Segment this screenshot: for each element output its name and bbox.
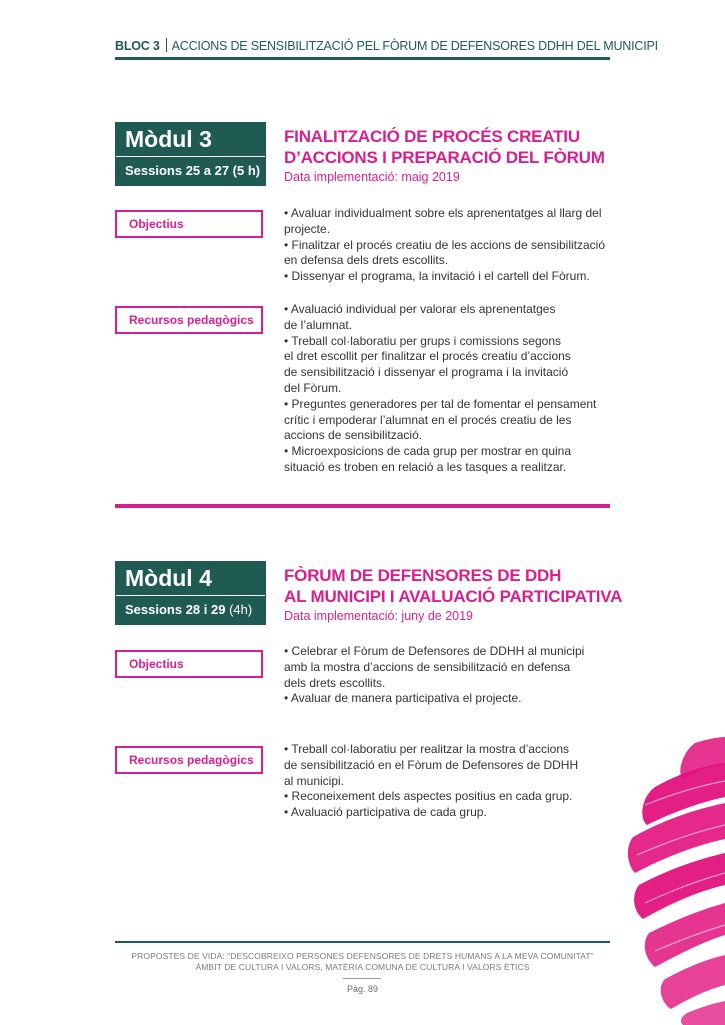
list-line: amb la mostra d’accions de sensibilització en defensa [284, 659, 571, 674]
section-divider [115, 504, 610, 508]
module-3-objectius-list [284, 206, 619, 285]
brush-stroke-decoration [625, 735, 725, 1025]
list-item [284, 269, 619, 285]
list-line: el dret escollit per finalitzar el procés creatiu d’accions [284, 349, 571, 364]
list-item [284, 691, 619, 707]
module-3-box [115, 122, 266, 186]
module-3-objectius-label: Objectius [115, 210, 263, 238]
header-title: ACCIONS DE SENSIBILITZACIÓ PEL FÒRUM DE DEFENSORES DDHH DEL MUNICIPI [171, 39, 658, 53]
list-item [284, 805, 619, 821]
module-3-recursos-label: Recursos pedagògics [115, 306, 263, 334]
page-number: Pàg. 89 [346, 984, 379, 994]
list-item [284, 397, 619, 444]
module-4-date: Data implementació: juny de 2019 [284, 609, 474, 623]
list-line: • Avaluar de manera participativa el projecte. [284, 691, 522, 706]
header-rule [115, 57, 610, 60]
list-item [284, 238, 619, 270]
running-header [115, 38, 658, 53]
list-line: • Treball col·laboratiu per grups i comissions segons [284, 333, 561, 348]
list-line: • Finalitzar el procés creatiu de les accions de sensibilització [284, 237, 606, 252]
module-4-title: Mòdul 4 [125, 565, 212, 591]
list-item [284, 334, 619, 397]
list-line: en defensa dels drets escollits. [284, 253, 449, 268]
header-separator [166, 38, 167, 52]
module-3-date: Data implementació: maig 2019 [284, 170, 460, 184]
list-line: dels drets escollits. [284, 675, 386, 690]
list-item [284, 206, 619, 238]
list-line: • Celebrar el Fòrum de Defensores de DDHH al municipi [284, 644, 585, 658]
list-line: • Microexposicions de cada grup per mostrar en quina [284, 444, 572, 459]
module-4-objectius-list [284, 644, 619, 707]
list-line: del Fòrum. [284, 380, 342, 395]
module-3-heading [284, 126, 605, 168]
footer-line-2: ÀMBIT DE CULTURA I VALORS, MATÈRIA COMUNA DE CULTURA I VALORS ÈTICS [195, 962, 530, 972]
module-4-box [115, 561, 266, 625]
list-line: • Avaluació individual per valorar els aprenentatges [284, 302, 556, 316]
list-line: de l’alumnat. [284, 317, 353, 332]
module-3-title: Mòdul 3 [125, 126, 212, 152]
page-number-rule [343, 978, 381, 979]
list-line: projecte. [284, 221, 331, 236]
footer-rule [115, 941, 610, 943]
list-item [284, 742, 619, 789]
list-line: accions de sensibilització. [284, 428, 423, 443]
list-line: • Reconeixement dels aspectes positius en cada grup. [284, 789, 573, 804]
module-4-sessions [115, 596, 266, 625]
list-line: • Preguntes generadores per tal de fomentar el pensament [284, 396, 597, 411]
module-3-heading-line1: FINALITZACIÓ DE PROCÉS CREATIU [284, 127, 580, 146]
list-line: situació es troben en relació a les tasques a realitzar. [284, 459, 567, 474]
module-4-sessions-bold: Sessions 28 i 29 [125, 602, 226, 617]
module-4-sessions-light: (4h) [225, 602, 253, 617]
list-line: • Dissenyar el programa, la invitació i el cartell del Fòrum. [284, 269, 590, 284]
list-line: • Avaluació participativa de cada grup. [284, 805, 487, 820]
list-item [284, 644, 619, 691]
module-3-recursos-list [284, 302, 619, 476]
footer-line-1: PROPOSTES DE VIDA: “DESCOBREIXO PERSONES DEFENSORES DE DRETS HUMANS A LA MEVA COMUNITAT” [131, 951, 594, 961]
module-3-sessions: Sessions 25 a 27 (5 h) [125, 163, 261, 178]
module-4-recursos-label: Recursos pedagògics [115, 746, 263, 774]
bloc-label: BLOC 3 [115, 39, 160, 53]
module-4-recursos-list [284, 742, 619, 821]
list-line: • Treball col·laboratiu per realitzar la mostra d’accions [284, 742, 569, 756]
list-item [284, 789, 619, 805]
module-4-heading [284, 565, 622, 607]
list-line: al municipi. [284, 773, 345, 788]
module-4-objectius-label: Objectius [115, 650, 263, 678]
list-line: crític i empoderar l’alumnat en el procés creatiu de les [284, 412, 572, 427]
module-3-heading-line2: D’ACCIONS I PREPARACIÓ DEL FÒRUM [284, 148, 605, 167]
list-item [284, 302, 619, 334]
list-item [284, 444, 619, 476]
module-4-heading-line2: AL MUNICIPI I AVALUACIÓ PARTICIPATIVA [284, 587, 623, 606]
list-line: de sensibilització en el Fòrum de Defensores de DDHH [284, 757, 579, 772]
list-line: • Avaluar individualment sobre els aprenentatges al llarg del [284, 206, 602, 220]
list-line: de sensibilització i dissenyar el programa i la invitació [284, 365, 569, 380]
module-4-heading-line1: FÒRUM DE DEFENSORES DE DDH [284, 566, 562, 585]
